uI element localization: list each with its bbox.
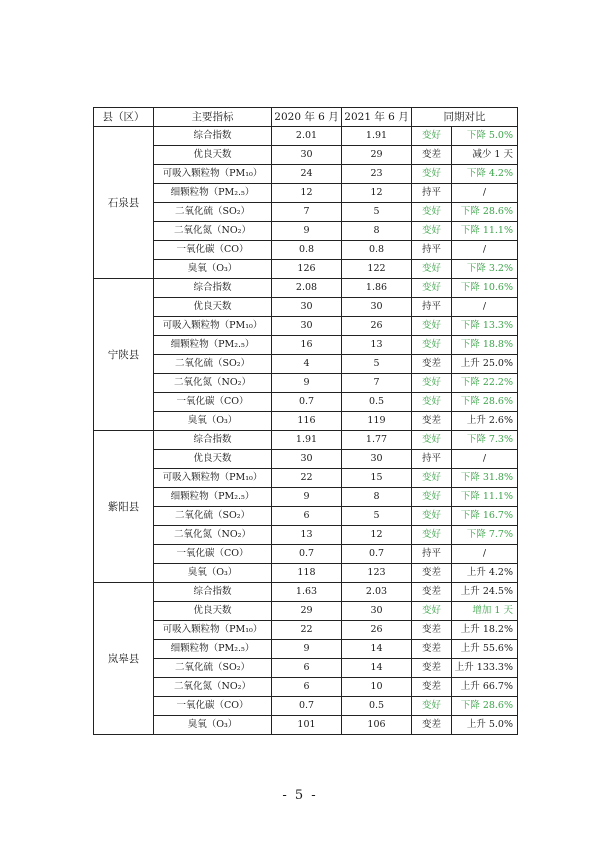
value-2021-cell: 1.86 <box>342 279 412 298</box>
change-cell: 下降 31.8% <box>452 469 518 488</box>
value-2020-cell: 4 <box>272 355 342 374</box>
table-row <box>94 222 518 241</box>
change-cell: 下降 22.2% <box>452 374 518 393</box>
compare-cell: 变好 <box>412 697 452 716</box>
indicator-cell: 细颗粒物（PM₂.₅） <box>154 336 272 355</box>
change-cell: 上升 24.5% <box>452 583 518 602</box>
indicator-cell: 一氧化碳（CO） <box>154 545 272 564</box>
value-2020-cell: 1.63 <box>272 583 342 602</box>
indicator-cell: 细颗粒物（PM₂.₅） <box>154 640 272 659</box>
compare-cell: 持平 <box>412 545 452 564</box>
table-row <box>94 526 518 545</box>
value-2020-cell: 22 <box>272 469 342 488</box>
value-2021-cell: 8 <box>342 488 412 507</box>
county-cell: 宁陕县 <box>94 279 154 431</box>
indicator-cell: 优良天数 <box>154 602 272 621</box>
compare-cell: 变差 <box>412 412 452 431</box>
indicator-cell: 一氧化碳（CO） <box>154 697 272 716</box>
change-cell: 减少 1 天 <box>452 146 518 165</box>
value-2020-cell: 30 <box>272 450 342 469</box>
table-row <box>94 317 518 336</box>
header-comparison: 同期对比 <box>412 108 518 127</box>
change-cell: 下降 4.2% <box>452 165 518 184</box>
change-cell: 下降 13.3% <box>452 317 518 336</box>
value-2021-cell: 1.91 <box>342 127 412 146</box>
county-cell: 岚皋县 <box>94 583 154 735</box>
value-2020-cell: 126 <box>272 260 342 279</box>
indicator-cell: 二氧化氮（NO₂） <box>154 678 272 697</box>
value-2021-cell: 29 <box>342 146 412 165</box>
change-cell: 下降 28.6% <box>452 203 518 222</box>
change-cell: / <box>452 450 518 469</box>
change-cell: / <box>452 184 518 203</box>
table-header <box>94 108 518 127</box>
table-row <box>94 279 518 298</box>
value-2021-cell: 106 <box>342 716 412 735</box>
compare-cell: 变差 <box>412 621 452 640</box>
value-2020-cell: 2.01 <box>272 127 342 146</box>
compare-cell: 变好 <box>412 260 452 279</box>
table-row <box>94 678 518 697</box>
table-row <box>94 602 518 621</box>
header-2020: 2020 年 6 月 <box>272 108 342 127</box>
indicator-cell: 二氧化氮（NO₂） <box>154 222 272 241</box>
change-cell: 上升 25.0% <box>452 355 518 374</box>
compare-cell: 变好 <box>412 165 452 184</box>
compare-cell: 持平 <box>412 184 452 203</box>
value-2021-cell: 119 <box>342 412 412 431</box>
value-2020-cell: 6 <box>272 659 342 678</box>
table-row <box>94 184 518 203</box>
value-2020-cell: 118 <box>272 564 342 583</box>
change-cell: / <box>452 545 518 564</box>
compare-cell: 持平 <box>412 298 452 317</box>
air-quality-comparison-table <box>93 107 518 735</box>
value-2020-cell: 13 <box>272 526 342 545</box>
value-2021-cell: 8 <box>342 222 412 241</box>
compare-cell: 变好 <box>412 336 452 355</box>
value-2021-cell: 26 <box>342 317 412 336</box>
value-2021-cell: 0.8 <box>342 241 412 260</box>
compare-cell: 变好 <box>412 469 452 488</box>
change-cell: 下降 28.6% <box>452 697 518 716</box>
county-cell: 紫阳县 <box>94 431 154 583</box>
compare-cell: 变好 <box>412 279 452 298</box>
value-2020-cell: 30 <box>272 146 342 165</box>
table-row <box>94 697 518 716</box>
value-2020-cell: 12 <box>272 184 342 203</box>
value-2021-cell: 5 <box>342 507 412 526</box>
table-row <box>94 564 518 583</box>
value-2020-cell: 6 <box>272 507 342 526</box>
change-cell: 下降 16.7% <box>452 507 518 526</box>
value-2021-cell: 15 <box>342 469 412 488</box>
value-2021-cell: 122 <box>342 260 412 279</box>
indicator-cell: 优良天数 <box>154 298 272 317</box>
value-2021-cell: 0.5 <box>342 393 412 412</box>
value-2021-cell: 7 <box>342 374 412 393</box>
indicator-cell: 优良天数 <box>154 146 272 165</box>
value-2020-cell: 30 <box>272 298 342 317</box>
compare-cell: 变好 <box>412 602 452 621</box>
table-row <box>94 640 518 659</box>
change-cell: 上升 4.2% <box>452 564 518 583</box>
value-2021-cell: 30 <box>342 602 412 621</box>
change-cell: / <box>452 241 518 260</box>
value-2020-cell: 0.7 <box>272 697 342 716</box>
value-2021-cell: 0.5 <box>342 697 412 716</box>
indicator-cell: 臭氧（O₃） <box>154 260 272 279</box>
indicator-cell: 二氧化硫（SO₂） <box>154 659 272 678</box>
compare-cell: 变差 <box>412 659 452 678</box>
indicator-cell: 二氧化氮（NO₂） <box>154 526 272 545</box>
indicator-cell: 可吸入颗粒物（PM₁₀） <box>154 317 272 336</box>
compare-cell: 变好 <box>412 507 452 526</box>
table-row <box>94 469 518 488</box>
page-number: - 5 - <box>282 788 318 803</box>
header-county: 县（区） <box>94 108 154 127</box>
value-2021-cell: 12 <box>342 526 412 545</box>
compare-cell: 变好 <box>412 127 452 146</box>
value-2021-cell: 123 <box>342 564 412 583</box>
value-2020-cell: 29 <box>272 602 342 621</box>
change-cell: 上升 66.7% <box>452 678 518 697</box>
change-cell: 下降 5.0% <box>452 127 518 146</box>
value-2020-cell: 2.08 <box>272 279 342 298</box>
value-2020-cell: 0.8 <box>272 241 342 260</box>
change-cell: 下降 7.3% <box>452 431 518 450</box>
compare-cell: 变好 <box>412 393 452 412</box>
value-2020-cell: 1.91 <box>272 431 342 450</box>
compare-cell: 持平 <box>412 241 452 260</box>
value-2021-cell: 13 <box>342 336 412 355</box>
table-row <box>94 659 518 678</box>
value-2020-cell: 0.7 <box>272 393 342 412</box>
table-row <box>94 374 518 393</box>
compare-cell: 变好 <box>412 374 452 393</box>
compare-cell: 变差 <box>412 716 452 735</box>
value-2021-cell: 26 <box>342 621 412 640</box>
indicator-cell: 一氧化碳（CO） <box>154 393 272 412</box>
compare-cell: 变差 <box>412 564 452 583</box>
value-2021-cell: 23 <box>342 165 412 184</box>
table-row <box>94 260 518 279</box>
value-2020-cell: 6 <box>272 678 342 697</box>
compare-cell: 变差 <box>412 146 452 165</box>
value-2021-cell: 30 <box>342 450 412 469</box>
value-2021-cell: 30 <box>342 298 412 317</box>
value-2021-cell: 10 <box>342 678 412 697</box>
change-cell: / <box>452 298 518 317</box>
compare-cell: 变差 <box>412 640 452 659</box>
value-2021-cell: 14 <box>342 659 412 678</box>
value-2020-cell: 24 <box>272 165 342 184</box>
value-2020-cell: 9 <box>272 374 342 393</box>
change-cell: 下降 28.6% <box>452 393 518 412</box>
indicator-cell: 二氧化硫（SO₂） <box>154 355 272 374</box>
value-2020-cell: 30 <box>272 317 342 336</box>
change-cell: 增加 1 天 <box>452 602 518 621</box>
table-row <box>94 621 518 640</box>
compare-cell: 变好 <box>412 203 452 222</box>
indicator-cell: 综合指数 <box>154 431 272 450</box>
table-row <box>94 241 518 260</box>
change-cell: 上升 2.6% <box>452 412 518 431</box>
change-cell: 下降 7.7% <box>452 526 518 545</box>
value-2021-cell: 1.77 <box>342 431 412 450</box>
value-2021-cell: 14 <box>342 640 412 659</box>
indicator-cell: 臭氧（O₃） <box>154 564 272 583</box>
compare-cell: 变好 <box>412 488 452 507</box>
change-cell: 上升 18.2% <box>452 621 518 640</box>
indicator-cell: 一氧化碳（CO） <box>154 241 272 260</box>
indicator-cell: 二氧化硫（SO₂） <box>154 507 272 526</box>
compare-cell: 变好 <box>412 222 452 241</box>
change-cell: 上升 133.3% <box>452 659 518 678</box>
indicator-cell: 综合指数 <box>154 127 272 146</box>
indicator-cell: 可吸入颗粒物（PM₁₀） <box>154 165 272 184</box>
value-2020-cell: 7 <box>272 203 342 222</box>
indicator-cell: 可吸入颗粒物（PM₁₀） <box>154 469 272 488</box>
table-row <box>94 165 518 184</box>
table-body <box>94 127 518 735</box>
change-cell: 下降 11.1% <box>452 488 518 507</box>
value-2020-cell: 116 <box>272 412 342 431</box>
indicator-cell: 二氧化硫（SO₂） <box>154 203 272 222</box>
value-2021-cell: 12 <box>342 184 412 203</box>
county-cell: 石泉县 <box>94 127 154 279</box>
change-cell: 下降 11.1% <box>452 222 518 241</box>
value-2021-cell: 2.03 <box>342 583 412 602</box>
table-row <box>94 545 518 564</box>
indicator-cell: 综合指数 <box>154 583 272 602</box>
table-row <box>94 412 518 431</box>
compare-cell: 变差 <box>412 583 452 602</box>
change-cell: 下降 3.2% <box>452 260 518 279</box>
value-2020-cell: 101 <box>272 716 342 735</box>
indicator-cell: 二氧化氮（NO₂） <box>154 374 272 393</box>
table-row <box>94 507 518 526</box>
header-row <box>94 108 518 127</box>
table-row <box>94 488 518 507</box>
compare-cell: 变好 <box>412 317 452 336</box>
indicator-cell: 细颗粒物（PM₂.₅） <box>154 488 272 507</box>
value-2021-cell: 5 <box>342 355 412 374</box>
table-row <box>94 355 518 374</box>
value-2021-cell: 0.7 <box>342 545 412 564</box>
indicator-cell: 臭氧（O₃） <box>154 716 272 735</box>
table-row <box>94 298 518 317</box>
table-row <box>94 393 518 412</box>
value-2020-cell: 9 <box>272 488 342 507</box>
indicator-cell: 细颗粒物（PM₂.₅） <box>154 184 272 203</box>
table-row <box>94 450 518 469</box>
value-2020-cell: 16 <box>272 336 342 355</box>
indicator-cell: 优良天数 <box>154 450 272 469</box>
table-row <box>94 583 518 602</box>
value-2020-cell: 22 <box>272 621 342 640</box>
table-row <box>94 203 518 222</box>
indicator-cell: 臭氧（O₃） <box>154 412 272 431</box>
value-2020-cell: 9 <box>272 640 342 659</box>
compare-cell: 变好 <box>412 526 452 545</box>
change-cell: 上升 5.0% <box>452 716 518 735</box>
value-2020-cell: 0.7 <box>272 545 342 564</box>
table-row <box>94 431 518 450</box>
indicator-cell: 可吸入颗粒物（PM₁₀） <box>154 621 272 640</box>
indicator-cell: 综合指数 <box>154 279 272 298</box>
compare-cell: 变好 <box>412 431 452 450</box>
change-cell: 上升 55.6% <box>452 640 518 659</box>
value-2021-cell: 5 <box>342 203 412 222</box>
table-row <box>94 146 518 165</box>
table-row <box>94 716 518 735</box>
header-indicator: 主要指标 <box>154 108 272 127</box>
table-row <box>94 336 518 355</box>
change-cell: 下降 18.8% <box>452 336 518 355</box>
header-2021: 2021 年 6 月 <box>342 108 412 127</box>
compare-cell: 持平 <box>412 450 452 469</box>
compare-cell: 变差 <box>412 355 452 374</box>
table-row <box>94 127 518 146</box>
change-cell: 下降 10.6% <box>452 279 518 298</box>
compare-cell: 变差 <box>412 678 452 697</box>
value-2020-cell: 9 <box>272 222 342 241</box>
